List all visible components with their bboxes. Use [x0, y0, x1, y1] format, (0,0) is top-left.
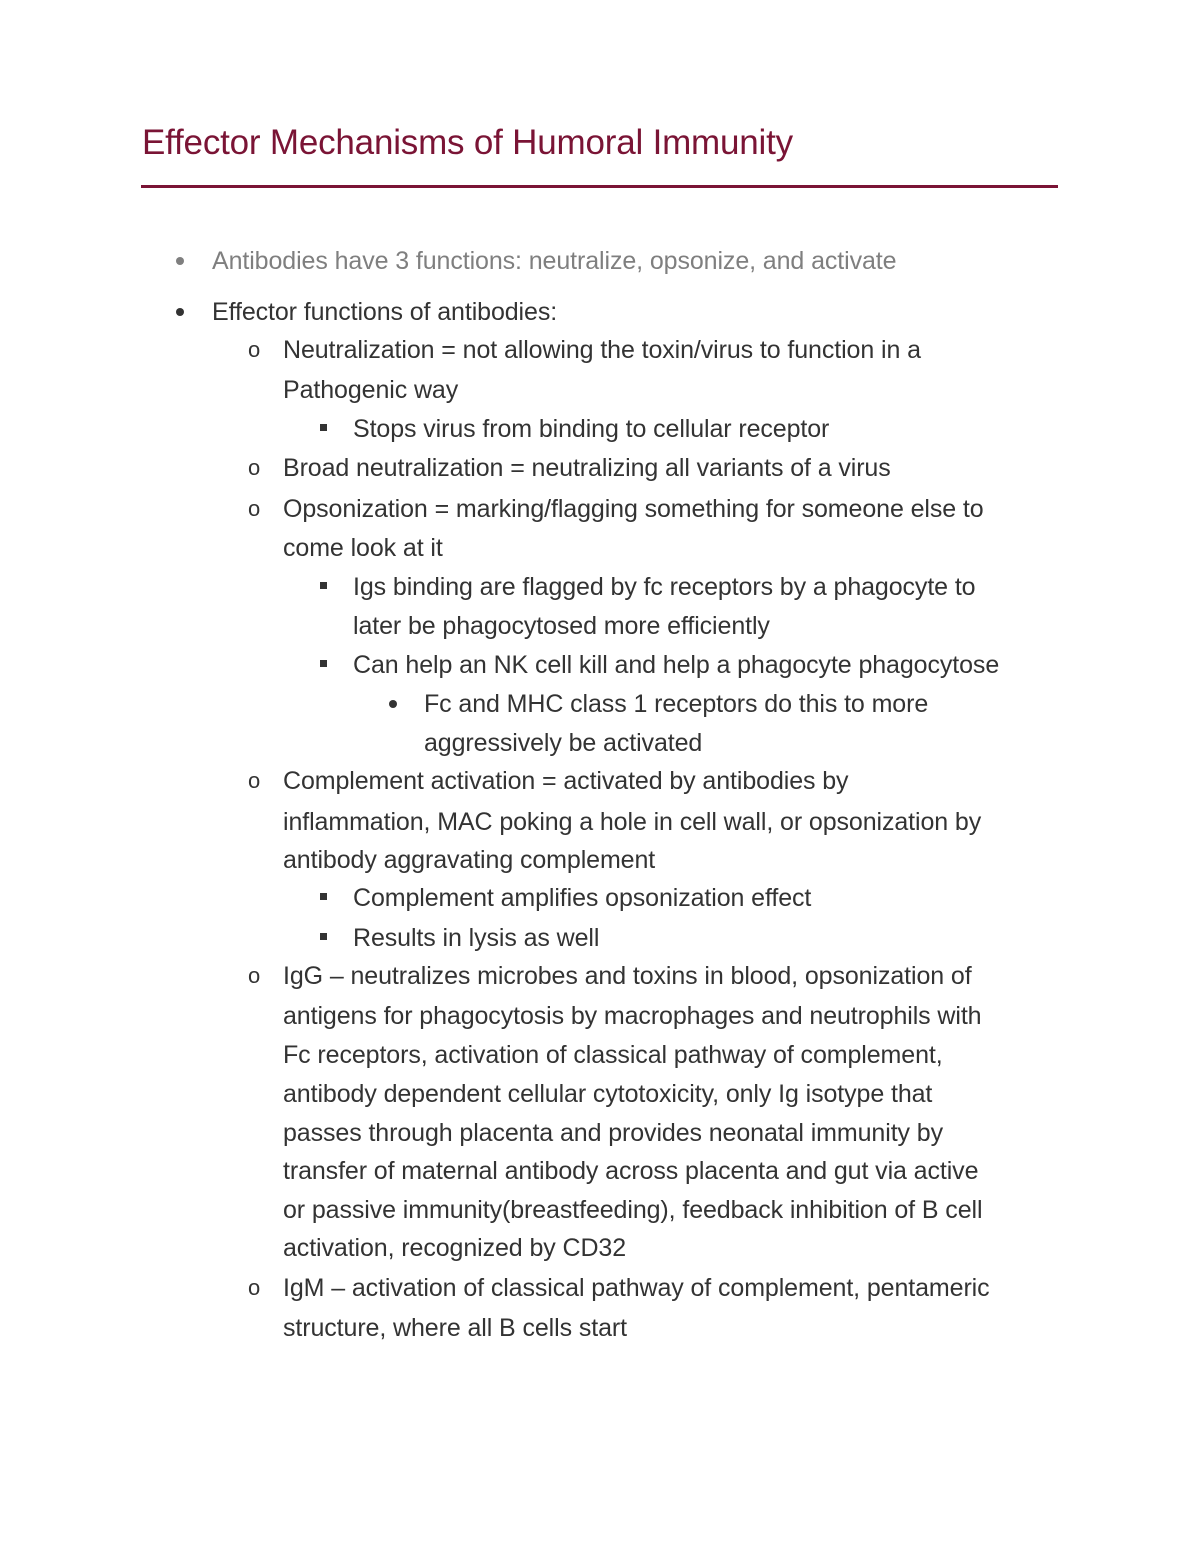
bullet-circle-icon: o — [248, 337, 261, 362]
bullet-square-icon — [320, 424, 327, 431]
list-item: Opsonization = marking/flagging something for someone else to — [283, 495, 984, 523]
list-item-continuation: or passive immunity(breastfeeding), feedback inhibition of B cell — [283, 1196, 983, 1224]
bullet-circle-icon: o — [248, 768, 261, 793]
bullet-dot-icon — [176, 257, 184, 265]
list-item-continuation: structure, where all B cells start — [283, 1314, 627, 1342]
bullet-dot-icon — [389, 700, 397, 708]
list-item: Antibodies have 3 functions: neutralize, opsonize, and activate — [212, 247, 897, 275]
list-item-continuation: antibody aggravating complement — [283, 846, 656, 874]
list-item: Effector functions of antibodies: — [212, 298, 558, 326]
bullet-circle-icon: o — [248, 496, 261, 521]
bullet-circle-icon: o — [248, 455, 261, 480]
list-item: Can help an NK cell kill and help a phagocyte phagocytose — [353, 651, 1000, 679]
bullet-circle-icon: o — [248, 963, 261, 988]
list-item-continuation: antibody dependent cellular cytotoxicity, only Ig isotype that — [283, 1080, 933, 1108]
list-item: IgM – activation of classical pathway of complement, pentameric — [283, 1274, 990, 1302]
bullet-square-icon — [320, 893, 327, 900]
bullet-dot-icon — [176, 308, 184, 316]
list-item-continuation: Pathogenic way — [283, 376, 459, 404]
list-item-continuation: later be phagocytosed more efficiently — [353, 612, 770, 640]
list-item-continuation: passes through placenta and provides neonatal immunity by — [283, 1119, 943, 1147]
list-item-continuation: aggressively be activated — [424, 729, 703, 757]
bullet-square-icon — [320, 582, 327, 589]
list-item: Results in lysis as well — [353, 924, 600, 952]
list-item: Broad neutralization = neutralizing all variants of a virus — [283, 454, 891, 482]
list-item: Neutralization = not allowing the toxin/virus to function in a — [283, 336, 921, 364]
list-item-continuation: inflammation, MAC poking a hole in cell wall, or opsonization by — [283, 808, 982, 836]
list-item: Fc and MHC class 1 receptors do this to more — [424, 690, 929, 718]
list-item-continuation: antigens for phagocytosis by macrophages and neutrophils with — [283, 1002, 982, 1030]
bullet-square-icon — [320, 933, 327, 940]
list-item-continuation: come look at it — [283, 534, 443, 562]
list-item-continuation: transfer of maternal antibody across placenta and gut via active — [283, 1157, 979, 1185]
list-item: IgG – neutralizes microbes and toxins in blood, opsonization of — [283, 962, 972, 990]
list-item: Complement activation = activated by antibodies by — [283, 767, 849, 795]
list-item: Igs binding are flagged by fc receptors by a phagocyte to — [353, 573, 976, 601]
document-title: Effector Mechanisms of Humoral Immunity — [142, 123, 793, 162]
list-item-continuation: Fc receptors, activation of classical pathway of complement, — [283, 1041, 943, 1069]
bullet-circle-icon: o — [248, 1275, 261, 1300]
bullet-square-icon — [320, 660, 327, 667]
list-item-continuation: activation, recognized by CD32 — [283, 1234, 627, 1262]
title-underline — [141, 185, 1058, 188]
list-item: Stops virus from binding to cellular receptor — [353, 415, 830, 443]
list-item: Complement amplifies opsonization effect — [353, 884, 812, 912]
